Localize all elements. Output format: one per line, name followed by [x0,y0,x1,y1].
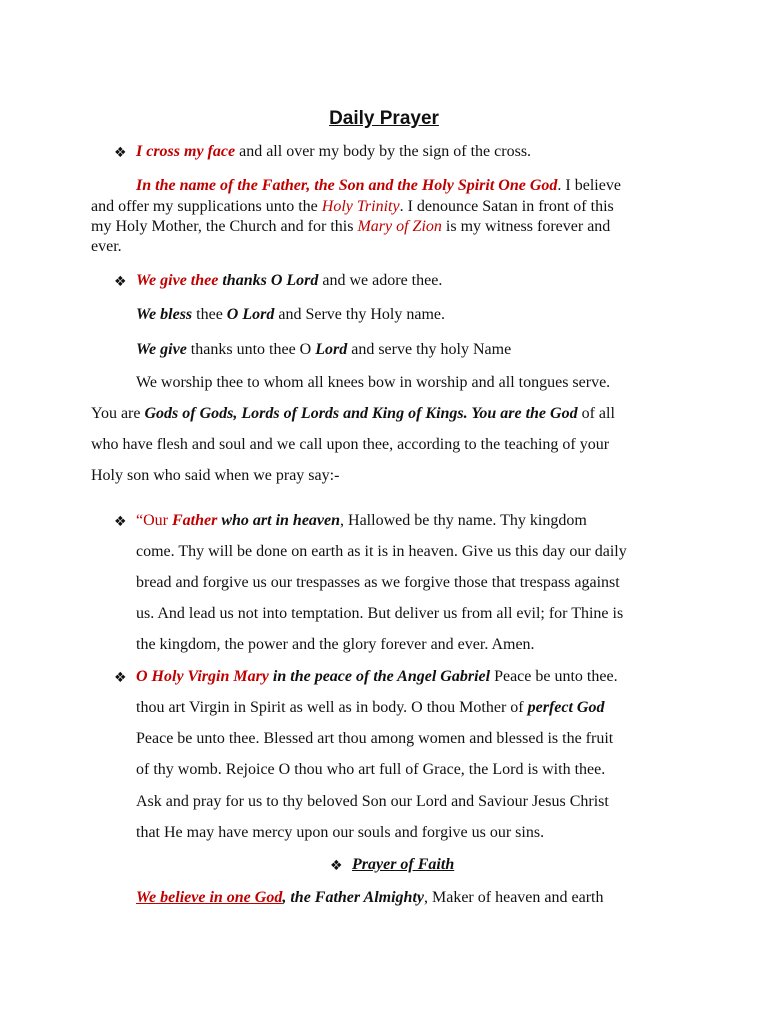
text-run: ever. [91,238,122,255]
text-run: thou art Virgin in Spirit as well as in body. O thou Mother of [136,699,528,716]
text-line [136,635,535,655]
text-run: perfect God [527,699,605,716]
text-run: in the peace of the Angel Gabriel [268,668,491,685]
text-run: who art in heaven [217,512,341,529]
text-run: Peace be unto thee. [490,668,618,685]
text-line [136,604,623,624]
page-title: Daily Prayer [329,108,439,129]
text-run: the kingdom, the power and the glory forever and ever. Amen. [136,636,535,653]
text-line [136,340,511,360]
text-run: Lord [315,341,348,358]
text-run: Father [171,512,218,529]
text-line [136,888,603,908]
text-line [136,698,604,718]
text-line [136,305,445,325]
text-line [136,176,621,196]
text-line [91,404,615,424]
text-run: and we adore thee. [318,272,443,289]
text-line [136,542,627,562]
text-run: Prayer of Faith [352,856,455,873]
text-run: is my witness forever and [441,218,611,235]
text-run: of thy womb. Rejoice O thou who art full of Grace, the Lord is with thee. [136,761,606,778]
text-run: In the name of the Father, the Son and the Holy Spirit One God [136,177,558,194]
text-run: Peace be unto thee. Blessed art thou among women and blessed is the fruit [136,730,614,747]
text-run: , Maker of heaven and earth [424,889,604,906]
text-run: come. Thy will be done on earth as it is in heaven. Give us this day our daily [136,543,627,560]
text-run: . I believe [557,177,621,194]
text-line [136,667,618,687]
text-run: . I denounce Satan in front of this [399,198,614,215]
text-line [91,217,610,237]
text-line [136,792,609,812]
text-line [136,271,442,291]
text-run: thanks unto thee O [186,341,316,358]
text-run: We worship thee to whom all knees bow in worship and all tongues serve. [136,374,611,391]
text-line [136,573,620,593]
text-run: We believe in one God [136,889,283,906]
text-run: bread and forgive us our trespasses as we forgive those that trespass against [136,574,620,591]
text-line [136,142,531,162]
text-run: Mary of Zion [357,218,442,235]
text-run: my Holy Mother, the Church and for this [91,218,358,235]
bullet-icon: ❖ [114,274,127,290]
bullet-icon: ❖ [114,670,127,686]
text-line [136,373,610,393]
text-run: Holy son who said when we pray say:- [91,467,340,484]
text-line [136,511,587,531]
text-run: thanks O Lord [218,272,319,289]
text-run: We give [136,341,187,358]
text-run: that He may have mercy upon our souls and forgive us our sins. [136,824,545,841]
text-run: thee [192,306,227,323]
text-line [136,823,544,843]
text-line [136,729,613,749]
text-line [91,237,122,257]
section-heading [352,855,454,875]
bullet-icon: ❖ [114,514,127,530]
text-run: “Our [136,512,172,529]
text-run: Gods of Gods, Lords of Lords and King of Kings. You are the God [144,405,578,422]
text-run: I cross my face [136,143,236,160]
text-run: Holy Trinity [321,198,400,215]
text-run: O Lord [226,306,275,323]
bullet-icon: ❖ [330,858,343,874]
text-run: and offer my supplications unto the [91,198,322,215]
text-run: O Holy Virgin Mary [136,668,269,685]
text-run: who have flesh and soul and we call upon thee, according to the teaching of your [91,436,610,453]
text-line [136,760,605,780]
text-run: , the Father Almighty [282,889,424,906]
text-run: and Serve thy Holy name. [274,306,445,323]
text-run: We give thee [136,272,219,289]
text-line [91,435,609,455]
text-run: of all [577,405,615,422]
text-run: us. And lead us not into temptation. But deliver us from all evil; for Thine is [136,605,624,622]
bullet-icon: ❖ [114,145,127,161]
text-line [91,197,614,217]
text-run: , Hallowed be thy name. Thy kingdom [340,512,587,529]
text-run: and serve thy holy Name [347,341,512,358]
text-run: and all over my body by the sign of the cross. [235,143,532,160]
text-run: We bless [136,306,193,323]
text-run: You are [91,405,145,422]
text-line [91,466,339,486]
text-run: Ask and pray for us to thy beloved Son our Lord and Saviour Jesus Christ [136,793,609,810]
